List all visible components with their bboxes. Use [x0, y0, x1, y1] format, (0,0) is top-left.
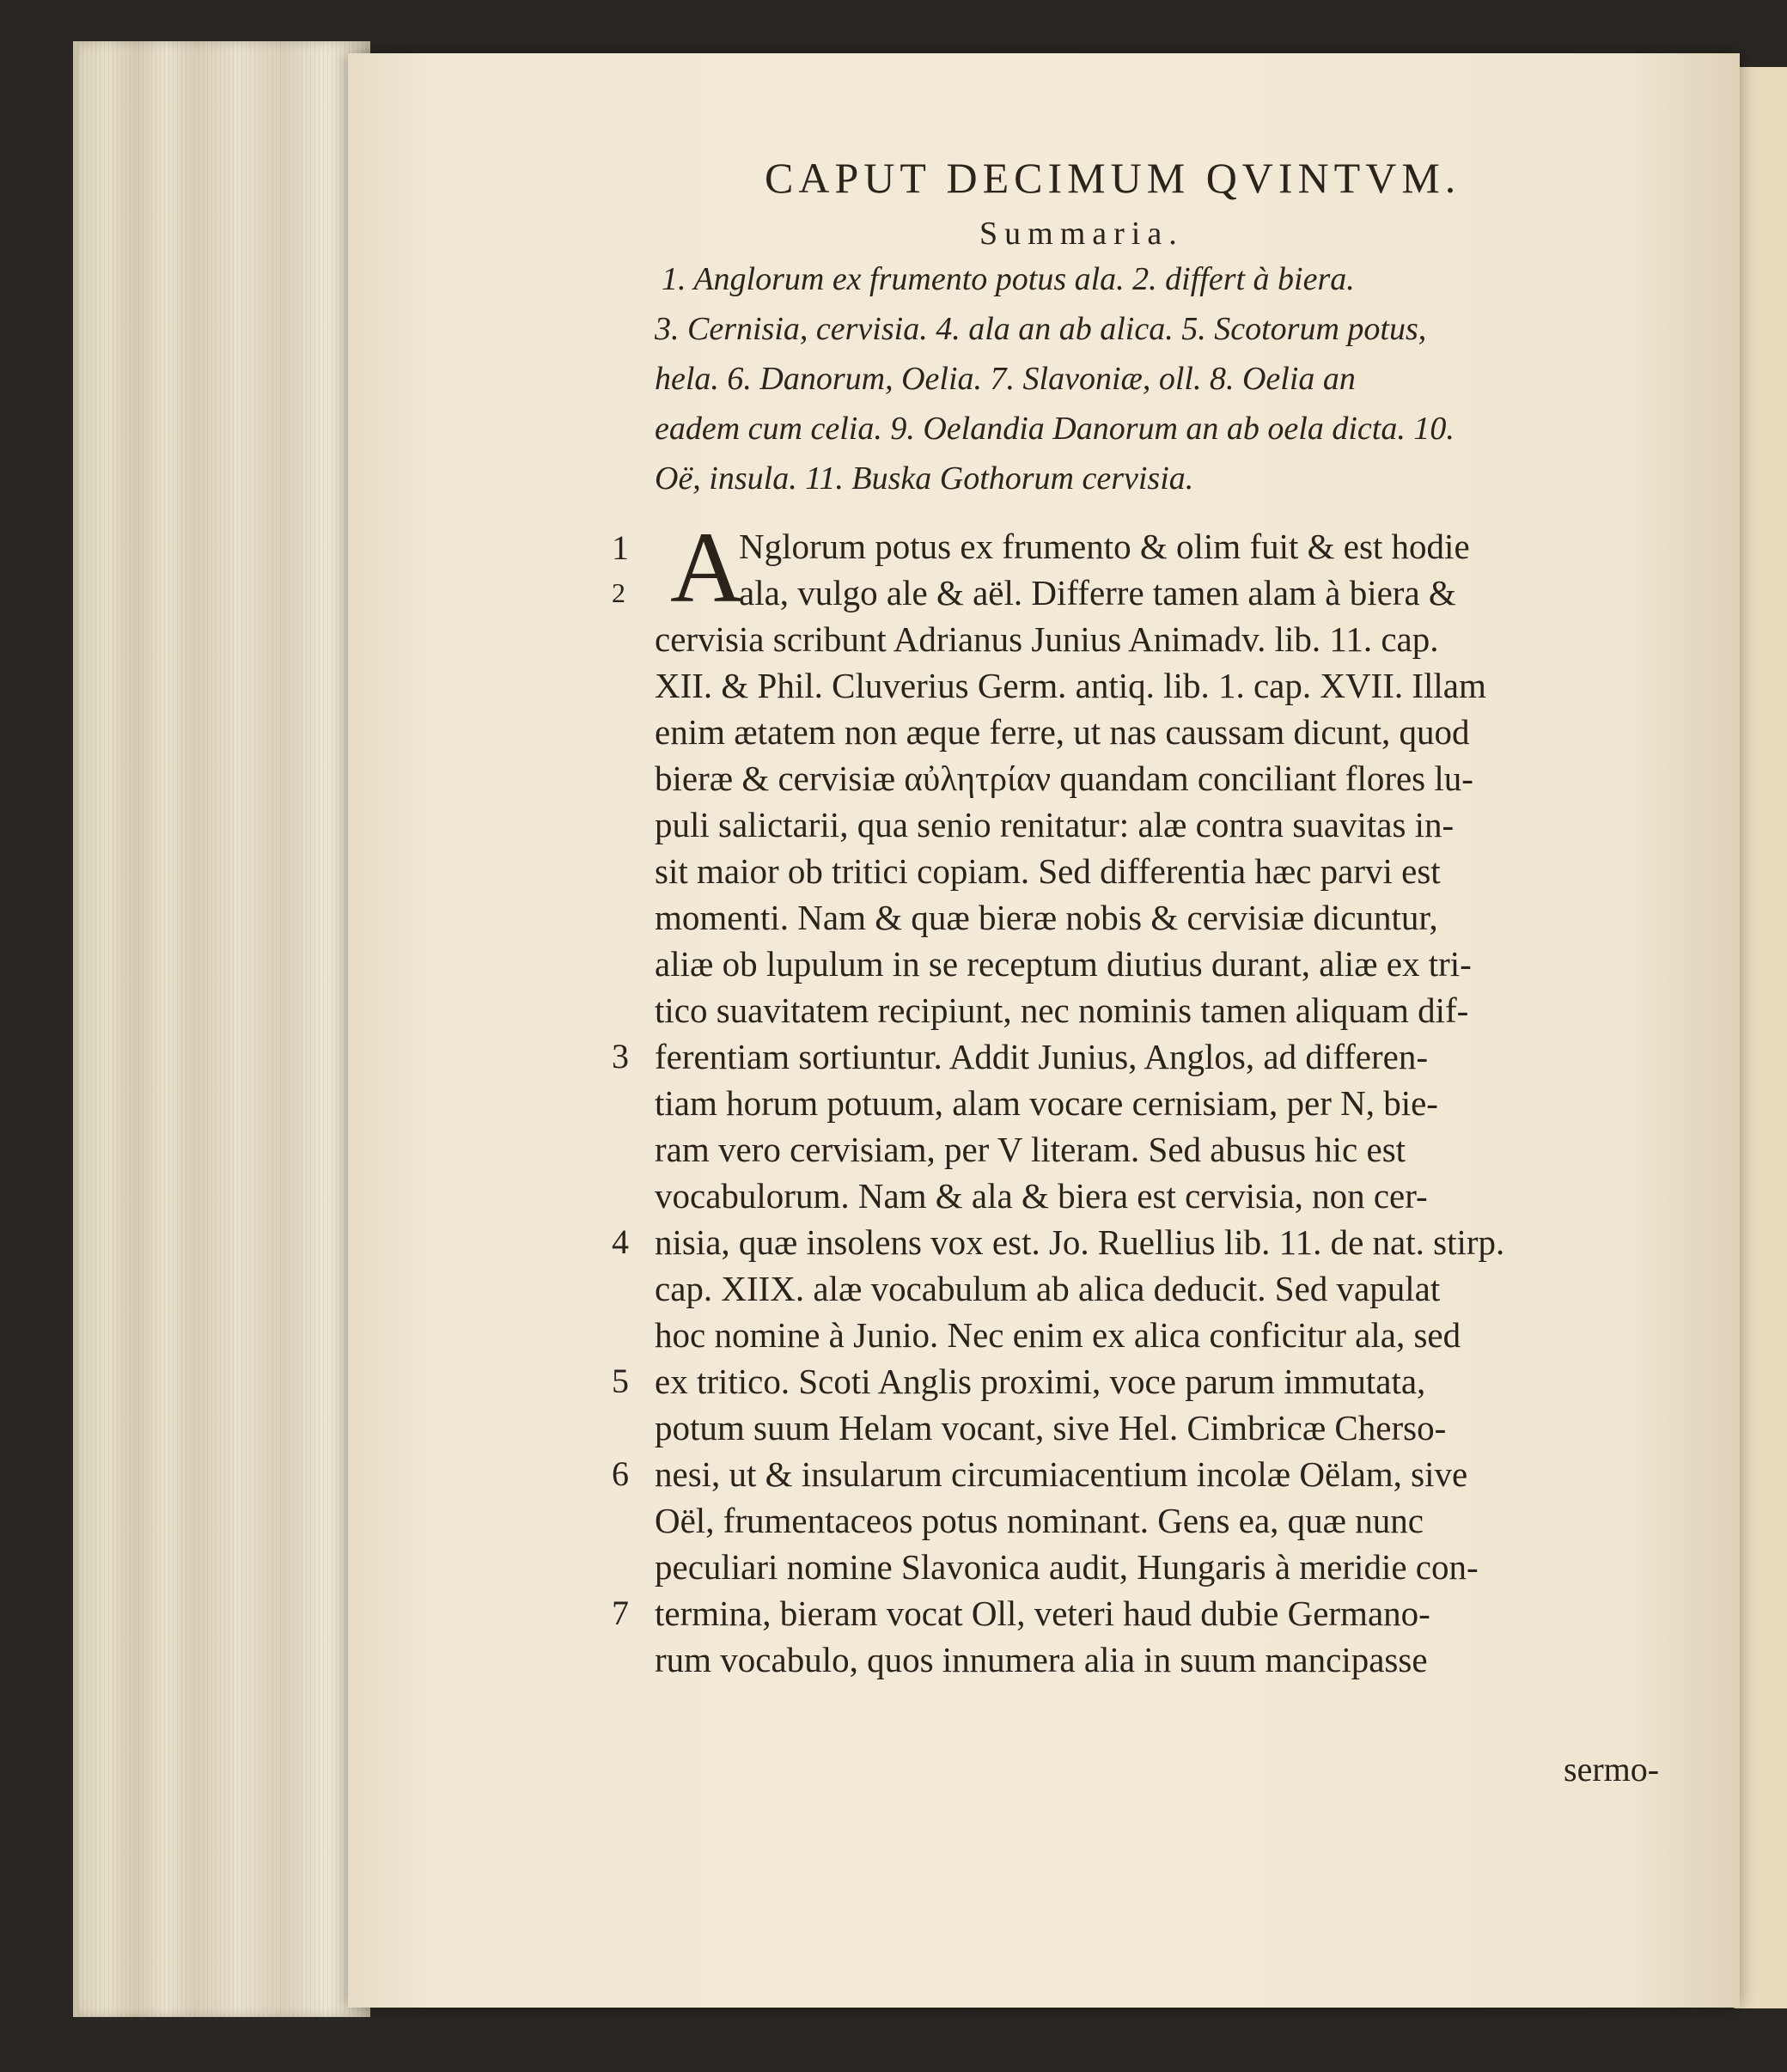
body-line: ferentiam sortiuntur. Addit Junius, Anglos, ad differen- — [655, 1037, 1428, 1076]
body-line: cervisia scribunt Adrianus Junius Animadv. lib. 11. cap. — [655, 619, 1439, 659]
chapter-title: CAPUT DECIMUM QVINTVM. — [765, 154, 1461, 202]
body-line: ram vero cervisiam, per V literam. Sed abusus hic est — [655, 1130, 1406, 1169]
summary-line: eadem cum celia. 9. Oelandia Danorum an ab oela dicta. 10. — [655, 411, 1455, 447]
margin-number: 3 — [612, 1037, 629, 1076]
body-line: cap. XIIX. alæ vocabulum ab alica deducit. Sed vapulat — [655, 1269, 1441, 1308]
body-line: enim ætatem non æque ferre, ut nas caussam dicunt, quod — [655, 712, 1470, 752]
summary-line: 3. Cernisia, cervisia. 4. ala an ab alica. 5. Scotorum potus, — [655, 311, 1427, 347]
drop-cap-initial: A — [670, 511, 744, 624]
book-page-edges — [73, 41, 370, 2017]
margin-number: 5 — [612, 1362, 629, 1400]
summaria-heading: Summaria. — [979, 216, 1184, 252]
body-line: hoc nomine à Junio. Nec enim ex alica conficitur ala, sed — [655, 1315, 1461, 1355]
body-line: peculiari nomine Slavonica audit, Hungaris à meridie con- — [655, 1547, 1479, 1587]
margin-number: 7 — [612, 1594, 629, 1632]
margin-number: 4 — [612, 1222, 629, 1261]
body-line: ala, vulgo ale & aël. Differre tamen alam à biera & — [739, 573, 1456, 612]
body-line: rum vocabulo, quos innumera alia in suum mancipasse — [655, 1640, 1428, 1679]
body-line: Oël, frumentaceos potus nominant. Gens ea, quæ nunc — [655, 1501, 1424, 1540]
body-line: nisia, quæ insolens vox est. Jo. Ruellius lib. 11. de nat. stirp. — [655, 1222, 1505, 1262]
summary-line: Oë, insula. 11. Buska Gothorum cervisia. — [655, 460, 1194, 497]
next-page-edge — [1734, 67, 1787, 2008]
catchword: sermo- — [1564, 1750, 1660, 1789]
summary-line: 1. Anglorum ex frumento potus ala. 2. differt à biera. — [662, 261, 1355, 297]
body-line: termina, bieram vocat Oll, veteri haud dubie Germano- — [655, 1594, 1430, 1633]
body-line: aliæ ob lupulum in se receptum diutius durant, aliæ ex tri- — [655, 944, 1472, 984]
body-line: sit maior ob tritici copiam. Sed differentia hæc parvi est — [655, 851, 1441, 891]
margin-number: 1 — [612, 528, 629, 567]
body-line: momenti. Nam & quæ bieræ nobis & cervisiæ dicuntur, — [655, 898, 1438, 937]
margin-number: 2 — [612, 577, 625, 608]
body-line: tico suavitatem recipiunt, nec nominis tamen aliquam dif- — [655, 990, 1469, 1030]
body-line: XII. & Phil. Cluverius Germ. antiq. lib. 1. cap. XVII. Illam — [655, 666, 1486, 705]
body-line: vocabulorum. Nam & ala & biera est cervisia, non cer- — [655, 1176, 1428, 1216]
body-line: puli salictarii, qua senio renitatur: alæ contra suavitas in- — [655, 805, 1455, 844]
margin-number: 6 — [612, 1454, 629, 1493]
body-line: tiam horum potuum, alam vocare cernisiam, per N, bie- — [655, 1083, 1438, 1123]
summary-line: hela. 6. Danorum, Oelia. 7. Slavoniæ, oll. 8. Oelia an — [655, 361, 1356, 397]
body-line: potum suum Helam vocant, sive Hel. Cimbricæ Cherso- — [655, 1408, 1447, 1447]
body-line: bieræ & cervisiæ αὐλητρίαν quandam conciliant flores lu- — [655, 759, 1473, 798]
body-line: ex tritico. Scoti Anglis proximi, voce parum immutata, — [655, 1362, 1426, 1401]
body-line: Nglorum potus ex frumento & olim fuit & est hodie — [739, 527, 1470, 566]
body-line: nesi, ut & insularum circumiacentium incolæ Oëlam, sive — [655, 1454, 1468, 1494]
